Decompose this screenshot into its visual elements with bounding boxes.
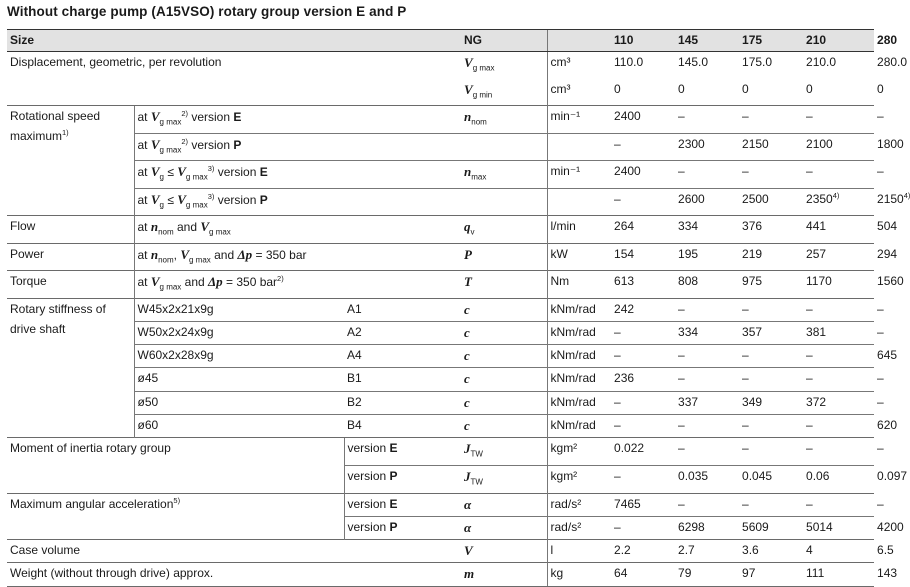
value-cell: – [803,345,874,368]
row-label-weight: Weight (without through drive) approx. [7,563,461,586]
row-label-flow: Flow [7,216,134,244]
unit-cell: kNm/rad [547,368,611,391]
table-row: Case volume V l 2.2 2.7 3.6 4 6.5 [7,540,874,563]
row-label-case-volume: Case volume [7,540,461,563]
table-row: Maximum angular acceleration$^{5)}$ version E α rad/s² 7465 – – – – [7,493,874,516]
value-cell: 111 [803,563,874,586]
value-cell: 2400 [611,161,675,189]
value-cell: 210.0 [806,55,837,69]
value-cell: 2300 [675,133,739,160]
table-row: Rotary stiffness of drive shaft W45x2x21x9g A1 c kNm/rad 242 – – – – [7,298,874,321]
value-cell: 1170 [803,271,874,298]
value-cell: 334 [675,216,739,244]
value-cell: 0 [614,81,621,96]
value-cell: – [803,161,874,189]
value-cell: – [739,106,803,134]
symbol-nmax: $n_{max}$ [461,161,547,189]
value-cell: 441 [803,216,874,244]
symbol-alpha: α [461,493,547,516]
row-label-stiffness: Rotary stiffness of drive shaft [7,298,134,345]
value-cell: 64 [611,563,675,586]
value-cell: 808 [675,271,739,298]
shaft-name: W50x2x24x9g [134,321,344,344]
row-label-torque: Torque [7,271,134,298]
value-cell: 257 [803,243,874,270]
value-cell: – [675,368,739,391]
value-cell: 0 [806,81,813,96]
value-cell: 975 [739,271,803,298]
value-cell: 2150 [739,133,803,160]
symbol-p: P [461,243,547,270]
speed-condition: at $V_{g max}^{2)}$ version P [134,133,461,160]
table-row: Displacement, geometric, per revolution $V_{g max}$ cm³ 110.0 145.0 175.0 210.0 280.0 [7,52,874,79]
symbol-c: c [461,345,547,368]
value-cell: – [611,391,675,414]
symbol-c: c [461,368,547,391]
shaft-code: A4 [344,345,461,368]
symbol-nnom: $n_{nom}$ [461,106,547,134]
value-cell: 613 [611,271,675,298]
value-cell: – [611,415,675,438]
header-ng: NG [461,30,547,52]
unit-cell: kgm² [547,465,611,493]
unit-cell: kNm/rad [547,391,611,414]
unit-cell: kNm/rad [547,415,611,438]
value-cell: – [611,465,675,493]
value-cell: 349 [739,391,803,414]
header-row: Size NG 110 145 175 210 280 [7,30,874,52]
header-size-110: 110 [611,30,675,52]
speed-condition: at $V_g \le V_{g max}^{3)}$ version P [134,188,461,215]
value-cell: 2100 [803,133,874,160]
speed-condition: at $V_{g max}^{2)}$ version E [134,106,461,134]
specification-table [7,29,910,587]
shaft-name: ø45 [134,368,344,391]
value-cell: 381 [803,321,874,344]
unit-cell: Nm [547,271,611,298]
value-cell: – [611,188,675,215]
value-cell: 219 [739,243,803,270]
unit-cell: kgm² [547,438,611,466]
value-cell: – [739,345,803,368]
unit-cell: kW [547,243,611,270]
speed-condition: at $V_g \le V_{g max}^{3)}$ version E [134,161,461,189]
value-cell: 0 [678,81,685,96]
value-cell: 6298 [675,516,739,539]
value-cell: 195 [675,243,739,270]
value-cell: 97 [739,563,803,586]
shaft-code: B4 [344,415,461,438]
value-cell: 0.045 [739,465,803,493]
symbol-alpha: α [461,516,547,539]
symbol-c: c [461,321,547,344]
header-size-175: 175 [739,30,803,52]
shaft-name: ø60 [134,415,344,438]
shaft-name: W60x2x28x9g [134,345,344,368]
value-cell: 372 [803,391,874,414]
unit-cell: kNm/rad [547,321,611,344]
value-cell: 2400 [611,106,675,134]
value-cell: 154 [611,243,675,270]
value-cell: – [739,415,803,438]
value-cell: – [739,161,803,189]
header-size: Size [7,30,461,52]
table-row: Power at $n_{nom}$, $V_{g max}$ and Δp = 350 bar P kW 154 195 219 257 294 [7,243,874,270]
table-row: Torque at $V_{g max}$ and Δp = 350 bar$^{2)}$ T Nm 613 808 975 1170 1560 [7,271,874,298]
unit-cell: rad/s² [547,516,611,539]
table-row: Weight (without through drive) approx. m kg 64 79 97 111 143 [7,563,874,586]
table-row: ø60 B4 c kNm/rad – – – – 620 [7,415,874,438]
value-cell: 236 [611,368,675,391]
shaft-code: A1 [344,298,461,321]
version-label: version P [344,465,461,493]
value-cell: 5609 [739,516,803,539]
unit-cell: l [547,540,611,563]
unit-cell: cm³ [547,79,611,106]
value-cell: – [675,345,739,368]
unit-cell: rad/s² [547,493,611,516]
table-row: ø45 B1 c kNm/rad 236 – – – – [7,368,874,391]
symbol-m: m [461,563,547,586]
table-row: version P $J_{TW}$ kgm² – 0.035 0.045 0.06 0.097 [7,465,874,493]
symbol-c: c [461,391,547,414]
value-cell: – [611,345,675,368]
unit-cell: kNm/rad [547,345,611,368]
value-cell: – [611,133,675,160]
symbol-t: T [461,271,547,298]
value-cell: – [803,106,874,134]
shaft-code: B1 [344,368,461,391]
table-row: Flow at $n_{nom}$ and $V_{g max}$ $q_v$ l/min 264 334 376 441 504 [7,216,874,244]
value-cell: 0 [742,81,749,96]
shaft-code: A2 [344,321,461,344]
value-cell: 145.0 [678,55,709,69]
table-row: ø50 B2 c kNm/rad – 337 349 372 – [7,391,874,414]
symbol-qv: $q_v$ [461,216,547,244]
value-cell: – [803,368,874,391]
value-cell: 376 [739,216,803,244]
value-cell: – [675,493,739,516]
row-label-acceleration: Maximum angular acceleration$^{5)}$ [7,493,344,516]
unit-cell: min⁻¹ [547,161,611,189]
flow-condition: at $n_{nom}$ and $V_{g max}$ [134,216,461,244]
value-cell: 334 [675,321,739,344]
value-cell: – [803,493,874,516]
table-row: at $V_g \le V_{g max}^{3)}$ version E $n_{max}$ min⁻¹ 2400 – – – – [7,161,874,189]
value-cell: – [675,106,739,134]
table-row: at $V_{g max}^{2)}$ version P – 2300 2150 2100 1800 [7,133,874,160]
value-cell: 2500 [739,188,803,215]
value-cell: – [739,298,803,321]
value-cell: – [739,493,803,516]
value-cell: – [675,415,739,438]
value-cell: 79 [675,563,739,586]
row-label-displacement: Displacement, geometric, per revolution [10,55,222,69]
symbol-jtw: $J_{TW}$ [461,465,547,493]
value-cell: 2.7 [675,540,739,563]
value-cell: – [739,438,803,466]
unit-cell: cm³ [547,52,611,79]
value-cell: 2.2 [611,540,675,563]
shaft-name: W45x2x21x9g [134,298,344,321]
value-cell: – [675,161,739,189]
value-cell: 0.035 [675,465,739,493]
value-cell: 0.06 [803,465,874,493]
value-cell: – [803,438,874,466]
row-label-inertia: Moment of inertia rotary group [7,438,344,466]
value-cell: 7465 [611,493,675,516]
value-cell: 2600 [675,188,739,215]
header-size-210: 210 [803,30,874,52]
power-condition: at $n_{nom}$, $V_{g max}$ and Δp = 350 bar [134,243,461,270]
value-cell: – [803,298,874,321]
version-label: version P [344,516,461,539]
symbol-vgmax: $V_{g max}$ [464,55,495,73]
symbol-jtw: $J_{TW}$ [461,438,547,466]
unit-cell: kNm/rad [547,298,611,321]
version-label: version E [344,493,461,516]
value-cell: 2350$^{4)}$ [803,188,874,215]
value-cell: – [675,438,739,466]
value-cell: – [739,368,803,391]
value-cell: 3.6 [739,540,803,563]
value-cell: 337 [675,391,739,414]
header-size-145: 145 [675,30,739,52]
symbol-c: c [461,298,547,321]
value-cell: 5014 [803,516,874,539]
symbol-vgmin: $V_{g min}$ [464,81,493,100]
value-cell: 4 [803,540,874,563]
table-row: at $V_g \le V_{g max}^{3)}$ version P – 2600 2500 2350$^{4)}$ 2150$^{4)}$ [7,188,874,215]
table-row: version P α rad/s² – 6298 5609 5014 4200 [7,516,874,539]
value-cell: 175.0 [742,55,773,69]
version-label: version E [344,438,461,466]
value-cell: 0.022 [611,438,675,466]
value-cell: 357 [739,321,803,344]
symbol-c: c [461,415,547,438]
row-label-power: Power [7,243,134,270]
shaft-code: B2 [344,391,461,414]
value-cell: – [675,298,739,321]
value-cell: – [803,415,874,438]
unit-cell: l/min [547,216,611,244]
value-cell: – [611,321,675,344]
value-cell: 242 [611,298,675,321]
table-row: Moment of inertia rotary group version E $J_{TW}$ kgm² 0.022 – – – – [7,438,874,466]
row-label-speed: Rotational speed maximum$^{1)}$ [7,106,134,161]
unit-cell: kg [547,563,611,586]
table-row: W60x2x28x9g A4 c kNm/rad – – – – 645 [7,345,874,368]
symbol-v: V [461,540,547,563]
torque-condition: at $V_{g max}$ and Δp = 350 bar$^{2)}$ [134,271,461,298]
shaft-name: ø50 [134,391,344,414]
value-cell: – [611,516,675,539]
table-row: Rotational speed maximum$^{1)}$ at $V_{g max}^{2)}$ version E $n_{nom}$ min⁻¹ 2400 – – – – [7,106,874,134]
table-row: $V_{g min}$ cm³ 0 0 0 0 0 [7,79,874,106]
value-cell: 110.0 [614,55,644,69]
value-cell: 264 [611,216,675,244]
table-title: Without charge pump (A15VSO) rotary group version E and P [7,4,407,19]
unit-cell: min⁻¹ [547,106,611,134]
table-row: W50x2x24x9g A2 c kNm/rad – 334 357 381 – [7,321,874,344]
